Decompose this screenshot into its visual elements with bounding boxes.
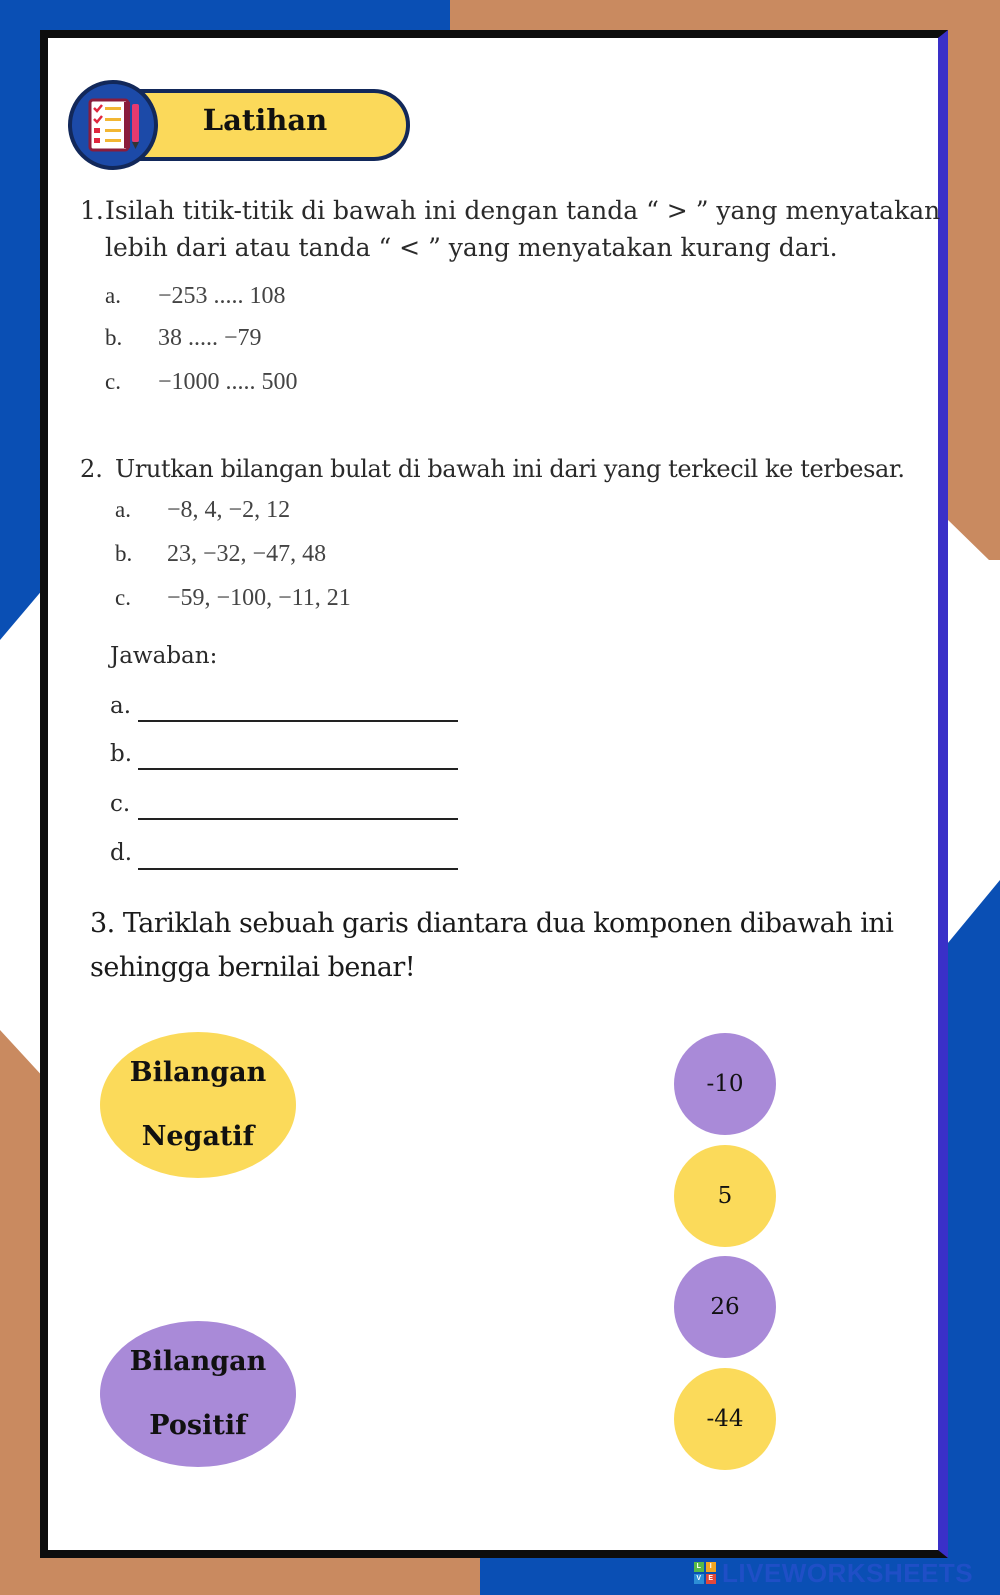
q1-item-a-expression: −253 ..... 108 [158,283,286,309]
category-negative-line2: Negatif [141,1121,255,1152]
q2-item-a-label: a. [115,497,131,522]
q2-item-c-expression: −59, −100, −11, 21 [167,585,351,611]
answer-a-label: a. [110,693,132,719]
category-positive-line2: Positif [149,1410,247,1441]
number-value: -10 [706,1071,744,1097]
category-negative-line1: Bilangan [129,1057,267,1088]
q2-item-b-expression: 23, −32, −47, 48 [167,541,327,567]
answer-heading: Jawaban: [110,643,218,669]
answer-b-label: b. [110,741,133,767]
q2-item-c-label: c. [115,585,131,610]
number-circle[interactable] [674,1033,776,1135]
q3-text-line2: sehingga bernilai benar! [90,952,416,983]
checklist-icon [68,80,158,170]
q1-item-b-expression: 38 ..... −79 [158,325,262,351]
liveworksheets-logo-icon: L I V E [694,1562,716,1584]
q3-text-line1: 3. Tariklah sebuah garis diantara dua komponen dibawah ini [90,908,894,939]
q1-number: 1. [80,196,104,225]
number-value: 5 [717,1183,733,1209]
q2-text: Urutkan bilangan bulat di bawah ini dari yang terkecil ke terbesar. [115,455,905,483]
q2-item-b-label: b. [115,541,133,566]
q1-text-line2: lebih dari atau tanda “ < ” yang menyatakan kurang dari. [105,233,838,262]
q1-text-line1: Isilah titik-titik di bawah ini dengan tanda “ > ” yang menyatakan [105,196,941,225]
answer-d-label: d. [110,840,133,866]
q1-item-c-expression: −1000 ..... 500 [158,369,298,395]
header-title: Latihan [202,103,328,137]
number-circle[interactable] [674,1145,776,1247]
liveworksheets-brand[interactable] [694,1558,973,1588]
category-positive[interactable] [100,1321,296,1467]
q1-item-b-label: b. [105,325,123,350]
brand-name: LIVEWORKSHEETS [722,1557,974,1588]
number-circle[interactable] [674,1256,776,1358]
q1-item-c-label: c. [105,369,121,394]
answer-c-line[interactable] [138,818,458,820]
category-negative[interactable] [100,1032,296,1178]
answer-b-line[interactable] [138,768,458,770]
q2-item-a-expression: −8, 4, −2, 12 [167,497,291,523]
number-value: -44 [706,1406,744,1432]
q1-item-a-label: a. [105,283,121,308]
category-positive-line1: Bilangan [129,1346,267,1377]
number-circle[interactable] [674,1368,776,1470]
answer-c-label: c. [110,791,131,817]
answer-a-line[interactable] [138,720,458,722]
q2-number: 2. [80,455,103,483]
answer-d-line[interactable] [138,868,458,870]
number-value: 26 [710,1294,740,1320]
